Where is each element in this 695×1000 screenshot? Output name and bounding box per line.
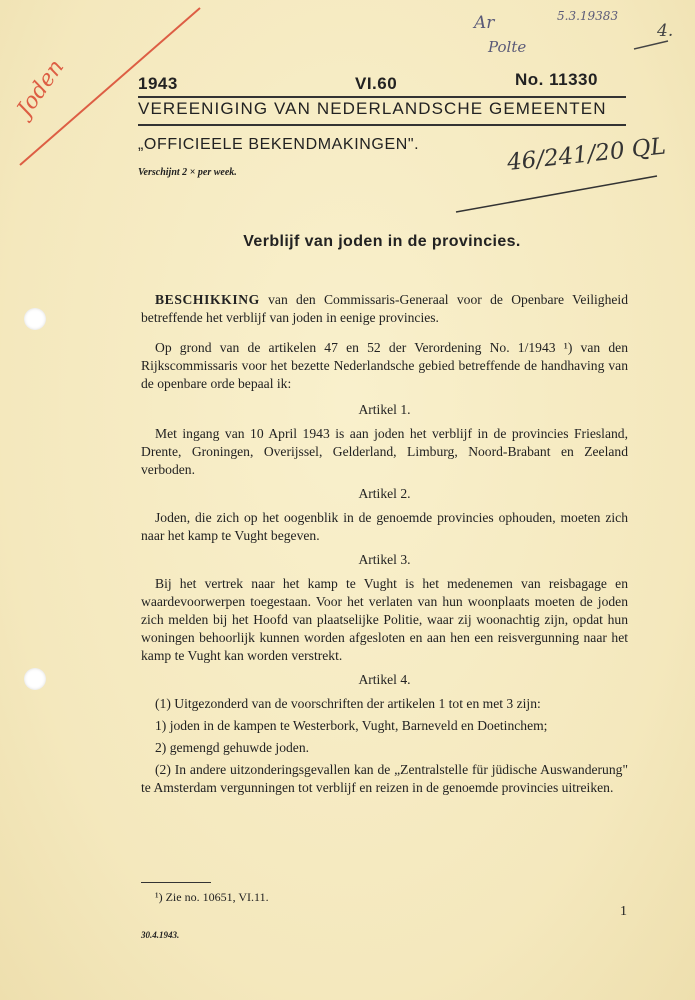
article-3-text: Bij het vertrek naar het kamp te Vught is het medenemen van reisbagage en waardevoorwerpen toegestaan. Voor het verlaten van hun woonplaats moeten de joden zich melden bij het Hoofd van plaatselijke Politie, waar zij woonachtig zijn, opdat hun woningen behoorlijk kunnen worden afgesloten en aan hen een reisvergunning naar het kamp te Vught kan worden verstrekt.	[141, 576, 628, 663]
article-4-item-1: 1) joden in de kampen te Westerbork, Vught, Barneveld en Doetinchem;	[155, 718, 548, 733]
header-series: VI.60	[355, 74, 398, 93]
corner-mark: 4.	[657, 21, 674, 41]
article-4-paragraph-1: (1) Uitgezonderd van de voorschriften der artikelen 1 tot en met 3 zijn:	[155, 696, 541, 711]
corner-underline	[634, 41, 668, 49]
article-2-heading: Artikel 2.	[358, 486, 411, 501]
intro-paragraph	[141, 291, 628, 327]
page-number: 1	[620, 904, 627, 919]
file-reference-underline	[456, 176, 657, 212]
intro-rest: van den Commissaris-Generaal voor de Openbare Veiligheid betreffende het verblijf van joden in eenige provincies.	[141, 292, 628, 325]
file-reference: 46/241/20 QL	[505, 133, 668, 176]
organisation-name: VEREENIGING VAN NEDERLANDSCHE GEMEENTEN	[138, 99, 607, 118]
header-rule-bottom	[138, 124, 626, 126]
article-4-item-2: 2) gemengd gehuwde joden.	[155, 740, 310, 755]
article-2-text: Joden, die zich op het oogenblik in de genoemde provincies ophouden, moeten zich naar het kamp te Vught begeven.	[141, 510, 628, 543]
footnote-rule	[141, 882, 211, 883]
intro-lead: BESCHIKKING	[155, 292, 260, 307]
top-right-note: 5.3.19383	[557, 9, 619, 23]
preamble-paragraph: Op grond van de artikelen 47 en 52 der Verordening No. 1/1943 ¹) van den Rijkscommissaris voor het bezette Nederlandsche gebied betreffende de handhaving van de openbare orde bepaal ik:	[141, 340, 628, 391]
article-1-heading: Artikel 1.	[358, 402, 411, 417]
publication-title: „OFFICIEELE BEKENDMAKINGEN".	[138, 136, 420, 153]
document-title: Verblijf van joden in de provincies.	[243, 233, 521, 250]
header-year: 1943	[138, 74, 178, 93]
header-rule-top	[138, 96, 626, 98]
decree-body	[141, 291, 628, 797]
article-4-paragraph-2: (2) In andere uitzonderingsgevallen kan de „Zentralstelle für jüdische Auswanderung" te Amsterdam vergunningen tot verblijf en reizen in de genoemde provincies uitreiken.	[141, 762, 628, 795]
initials-line-1: Ar	[474, 13, 495, 33]
publication-frequency: Verschijnt 2 × per week.	[138, 167, 237, 178]
left-scribble: Joden	[12, 55, 70, 122]
initials-line-2: Polte	[488, 38, 527, 56]
article-3-heading: Artikel 3.	[358, 552, 411, 567]
article-4-heading: Artikel 4.	[358, 672, 411, 687]
footnote: ¹) Zie no. 10651, VI.11.	[155, 890, 269, 904]
print-date: 30.4.1943.	[141, 930, 180, 940]
header-number: No. 11330	[515, 70, 598, 89]
article-1-text: Met ingang van 10 April 1943 is aan joden het verblijf in de provincies Friesland, Drente, Groningen, Overijssel, Gelderland, Limburg, Noord-Brabant en Zeeland verboden.	[141, 426, 628, 477]
